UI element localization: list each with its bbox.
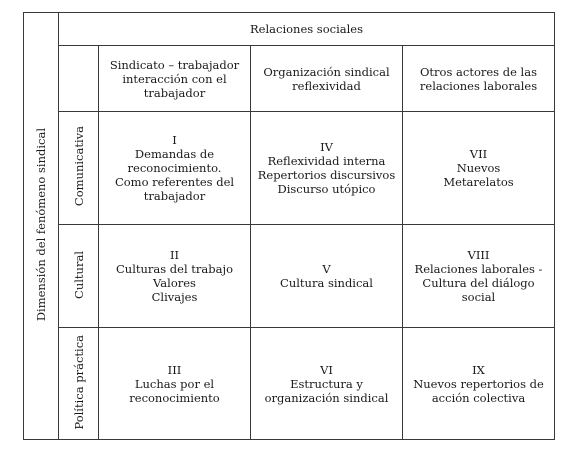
table-title: Relaciones sociales xyxy=(250,22,363,36)
column-header-row xyxy=(24,46,555,112)
column-header-2: Organización sindical reflexividad xyxy=(251,46,403,112)
cell-II: II Culturas del trabajo Valores Clivajes xyxy=(99,225,251,328)
table-row xyxy=(24,225,555,328)
cell-I: I Demandas de reconocimiento. Como referentes del trabajador xyxy=(99,112,251,225)
title-row xyxy=(24,13,555,46)
table-title-cell xyxy=(59,13,555,46)
table-row xyxy=(24,328,555,440)
row-label: Comunicativa xyxy=(71,126,86,207)
row-label-cell xyxy=(59,328,99,440)
cell-V: V Cultura sindical xyxy=(251,225,403,328)
cell-III: III Luchas por el reconocimiento xyxy=(99,328,251,440)
cell-IX: IX Nuevos repertorios de acción colectiva xyxy=(403,328,555,440)
table-row xyxy=(24,112,555,225)
column-header-1: Sindicato – trabajador interacción con el trabajador xyxy=(99,46,251,112)
corner-cell xyxy=(59,46,99,112)
cell-IV: IV Reflexividad interna Repertorios discursivos Discurso utópico xyxy=(251,112,403,225)
row-label-cell xyxy=(59,225,99,328)
dimension-label: Dimensión del fenómeno sindical xyxy=(34,127,48,322)
classification-table-container xyxy=(23,12,554,439)
cell-VI: VI Estructura y organización sindical xyxy=(251,328,403,440)
row-label: Política práctica xyxy=(71,334,86,430)
column-header-3: Otros actores de las relaciones laborales xyxy=(403,46,555,112)
row-label-cell xyxy=(59,112,99,225)
classification-table xyxy=(23,12,555,440)
cell-VIII: VIII Relaciones laborales - Cultura del diálogo social xyxy=(403,225,555,328)
dimension-label-cell xyxy=(24,13,59,440)
cell-VII: VII Nuevos Metarelatos xyxy=(403,112,555,225)
row-label: Cultural xyxy=(71,250,86,299)
